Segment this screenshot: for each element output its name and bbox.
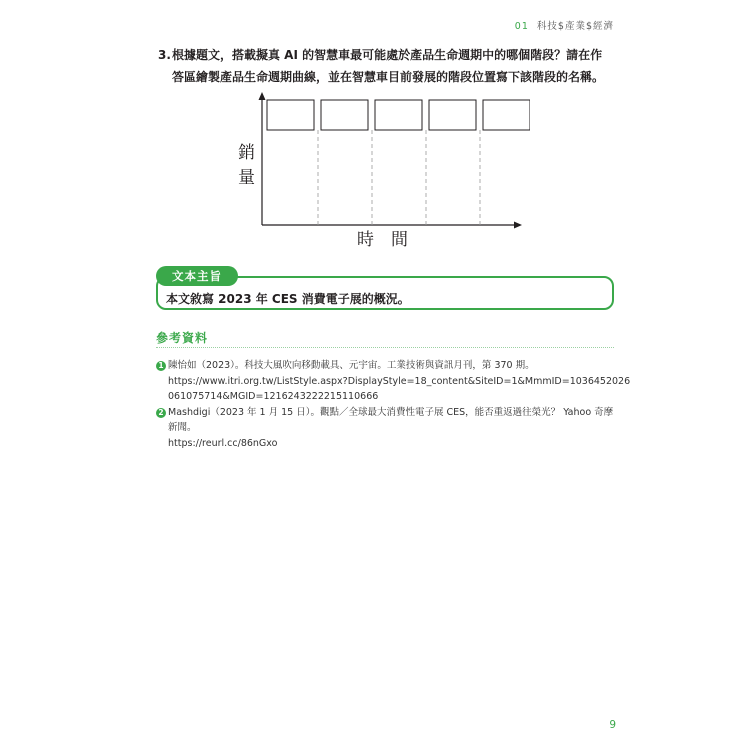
- reference-item: [156, 358, 631, 405]
- reference-url-continued[interactable]: 061075714&MGID=1216243222215110666: [168, 391, 379, 402]
- page-number: 9: [609, 719, 616, 731]
- answer-box-3[interactable]: [375, 100, 422, 130]
- y-axis-arrow-icon: [259, 92, 266, 100]
- reference-number-badge: 2: [156, 408, 166, 418]
- running-header: [515, 18, 614, 32]
- chapter-title: 科技$產業$經濟: [536, 21, 614, 32]
- references-divider: [156, 347, 614, 348]
- summary-text: 本文敘寫 2023 年 CES 消費電子展的概況。: [166, 292, 410, 306]
- question-text-1: 根據題文，搭載擬真 AI 的智慧車最可能處於產品生命週期中的哪個階段？請在作: [172, 48, 603, 62]
- y-axis-label-2: 量: [238, 168, 255, 188]
- reference-citation: Mashdigi（2023 年 1 月 15 日）。觀點／全球最大消費性電子展 CES，能否重返過往榮光？ Yahoo 奇摩: [168, 406, 614, 418]
- answer-box-1[interactable]: [267, 100, 314, 130]
- reference-url[interactable]: https://reurl.cc/86nGxo: [168, 437, 278, 449]
- question-number: 3.: [158, 48, 171, 62]
- reference-item: [156, 405, 618, 452]
- x-axis-label: 時 間: [357, 230, 408, 250]
- answer-box-5[interactable]: [483, 100, 530, 130]
- product-life-cycle-answer-area: [230, 92, 530, 257]
- reference-citation-continued: 新聞。: [168, 422, 197, 433]
- y-axis-label-1: 銷: [238, 143, 255, 163]
- references-list: [156, 358, 631, 451]
- summary-tab: 文本主旨: [156, 266, 238, 286]
- reference-citation: 陳怡如（2023）。科技大風吹向移動載具、元宇宙。工業技術與資訊月刊，第 370 期。: [168, 360, 535, 371]
- answer-box-2[interactable]: [321, 100, 368, 130]
- question-line-1: [158, 44, 618, 66]
- x-axis-arrow-icon: [514, 222, 522, 229]
- references-title: 參考資料: [156, 331, 209, 345]
- question-3: [158, 44, 618, 88]
- reference-url[interactable]: https://www.itri.org.tw/ListStyle.aspx?DisplayStyle=18_content&SiteID=1&MmmID=1036452026: [168, 375, 631, 387]
- reference-number-badge: 1: [156, 361, 166, 371]
- chapter-number: 01: [514, 21, 529, 32]
- answer-box-4[interactable]: [429, 100, 476, 130]
- question-text-2: 答區繪製產品生命週期曲線，並在智慧車目前發展的階段位置寫下該階段的名稱。: [172, 70, 605, 84]
